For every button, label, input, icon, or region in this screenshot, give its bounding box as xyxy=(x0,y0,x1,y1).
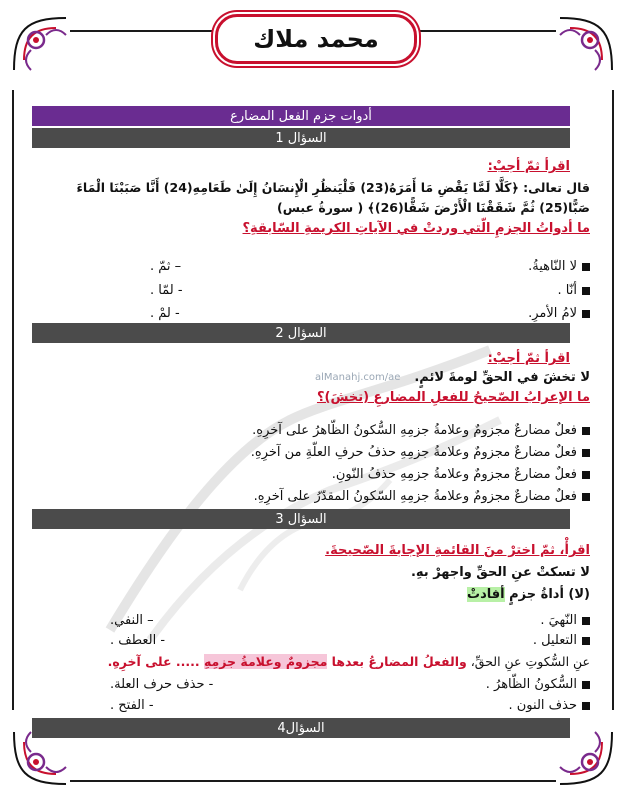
corner-ornament-top-right xyxy=(550,10,620,80)
q2-option-2[interactable]: فعلٌ مضارعٌ مجزومٌ وعلامةُ جزمِهِ حذفُ حرفِ العلّةِ من آخرِهِ. xyxy=(251,444,590,462)
watermark-site: alManahj.com/ae xyxy=(315,372,401,383)
question-3-label: 3 السؤال xyxy=(275,511,327,527)
page-title: محمد ملاك xyxy=(253,25,379,53)
q3-sub1-option-1[interactable]: النّهيَ . xyxy=(540,612,590,630)
q3-sub2-option-1[interactable]: السُّكونُ الظّاهرُ . xyxy=(486,676,590,694)
q1-option-1[interactable]: لا النّاهيةُ. xyxy=(528,258,590,276)
bullet-square-icon xyxy=(582,617,590,625)
q3-sub2-option-3[interactable]: حذف النون . xyxy=(509,697,591,715)
q3-sub2-option-2[interactable]: - حذف حرف العلة. xyxy=(110,677,214,692)
lesson-title: أدوات جزم الفعل المضارع xyxy=(230,108,372,124)
bullet-square-icon xyxy=(582,493,590,501)
bullet-square-icon xyxy=(582,263,590,271)
bullet-square-icon xyxy=(582,471,590,479)
bullet-square-icon xyxy=(582,681,590,689)
bullet-square-icon xyxy=(582,310,590,318)
q3-sub2: عنِ السُّكوتِ عنِ الحقِّ، والفعلُ المضارعُ بعدها مجزومٌ وعلامةُ جزمِهِ ..... على آخرِهِ. xyxy=(107,654,590,669)
question-4-label: 4السؤال xyxy=(277,720,325,736)
bullet-square-icon xyxy=(582,449,590,457)
question-4-bar xyxy=(32,718,570,738)
q3-sub2-highlight: مجزومٌ وعلامةُ جزمِهِ xyxy=(203,654,328,669)
frame-top-line-right xyxy=(411,30,556,32)
bullet-square-icon xyxy=(582,637,590,645)
q1-option-2[interactable]: – ثمّ . xyxy=(150,259,182,274)
q3-sub1-option-4[interactable]: - العطف . xyxy=(110,633,166,648)
bullet-square-icon xyxy=(582,287,590,295)
frame-bottom-line xyxy=(70,780,556,782)
question-1-bar xyxy=(32,128,570,148)
q1-option-6[interactable]: - لمْ . xyxy=(150,306,180,321)
q3-sub2-option-4[interactable]: - الفتح . xyxy=(110,698,154,713)
q1-verse-line2: صَبًّا(25) ثُمَّ شَقَقْنَا الْأَرْضَ شَقًّا(26)﴾ ( سورةُ عبس) xyxy=(277,200,590,215)
q2-sentence: لا تخشَ في الحقِّ لومةَ لائمٍ. xyxy=(414,370,590,385)
corner-ornament-top-left xyxy=(6,10,76,80)
q1-option-5[interactable]: لامُ الأمرِ. xyxy=(528,305,590,323)
question-1-label: 1 السؤال xyxy=(275,130,327,146)
q3-instruction: اقرأْ، ثمّ اخترْ منَ القائمةِ الإجابةَ الصّحيحةَ. xyxy=(325,543,590,558)
q1-verse-line1: قال تعالى: ﴿كَلَّا لَمَّا يَقْضِ مَا أَمَرَهُ(23) فَلْيَنظُرِ الْإِنسَانُ إِلَىٰ طَعَامِهِ(24) أَنَّا صَبَبْنَا الْمَاءَ xyxy=(76,180,590,195)
bullet-square-icon xyxy=(582,427,590,435)
q3-sub1: (لا) أداةُ جزمٍ أفادتْ xyxy=(467,587,590,602)
q3-sub1-highlight: أفادتْ xyxy=(467,587,505,602)
lesson-title-bar xyxy=(32,106,570,126)
frame-left-line xyxy=(12,90,14,710)
q2-instruction: اقرأ ثمّ أجبْ: xyxy=(487,351,570,366)
title-plate xyxy=(215,14,417,64)
question-2-bar xyxy=(32,323,570,343)
frame-top-line xyxy=(70,30,215,32)
q2-option-1[interactable]: فعلٌ مضارعٌ مجزومٌ وعلامةُ جزمِهِ السُّكونُ الظّاهرُ على آخرِهِ. xyxy=(252,422,590,440)
bullet-square-icon xyxy=(582,702,590,710)
q1-question: ما أدواتُ الجزمِ الّتي وردتْ في الآياتِ الكريمةِ السّابقةِ؟ xyxy=(242,221,590,236)
q1-option-3[interactable]: أنّا . xyxy=(558,282,590,300)
q2-question: ما الإعرابُ الصّحيحُ للفعلِ المضارعِ (تخشَ)؟ xyxy=(316,390,590,405)
question-3-bar xyxy=(32,509,570,529)
q2-option-4[interactable]: فعلٌ مضارعٌ مجزومٌ وعلامةُ جزمِهِ السّكونُ المقدّرُ على آخرِهِ. xyxy=(254,488,590,506)
q3-sub1-option-3[interactable]: التعليل . xyxy=(533,632,590,650)
q1-instruction: اقرأ ثمّ أجبْ: xyxy=(487,159,570,174)
q3-sub1-option-2[interactable]: – النفي. xyxy=(110,613,154,628)
q3-sentence: لا تسكتْ عنِ الحقِّ واجهرْ بهِ. xyxy=(410,565,590,580)
frame-right-line xyxy=(612,90,614,710)
question-2-label: 2 السؤال xyxy=(275,325,327,341)
q2-option-3[interactable]: فعلٌ مضارعٌ مجزومٌ وعلامةُ جزمِهِ حذفُ النّونِ. xyxy=(332,466,590,484)
q1-option-4[interactable]: - لمّا . xyxy=(150,283,183,298)
